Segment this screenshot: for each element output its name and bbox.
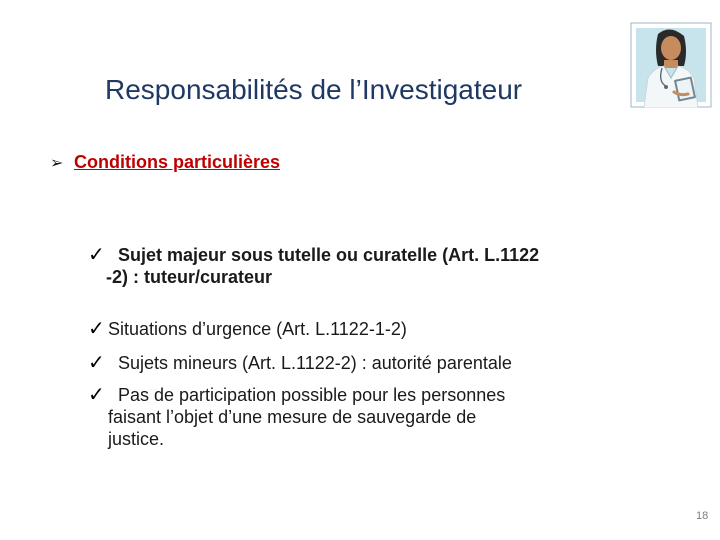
list-item: ✓ Sujets mineurs (Art. L.1122-2) : autorité parentale <box>88 352 512 374</box>
arrow-bullet-icon: ➢ <box>50 155 64 172</box>
doctor-illustration <box>630 22 712 108</box>
page-number: 18 <box>696 510 709 522</box>
section-heading: ➢ Conditions particulières <box>50 152 281 172</box>
list-item: ✓ Situations d’urgence (Art. L.1122-1-2) <box>88 318 407 340</box>
checkmark-icon: ✓ <box>88 384 105 406</box>
slide-title: Responsabilités de l’Investigateur <box>105 74 523 105</box>
list-item: ✓ Sujet majeur sous tutelle ou curatelle (Art. L.1122 -2) : tuteur/curateur <box>88 244 540 287</box>
checkmark-icon: ✓ <box>88 352 105 374</box>
list-item: ✓ Pas de participation possible pour les personnes faisant l’objet d’une mesure de sauvegarde de justice. <box>88 384 506 449</box>
checkmark-icon: ✓ <box>88 244 105 266</box>
checkmark-icon: ✓ <box>88 318 105 340</box>
